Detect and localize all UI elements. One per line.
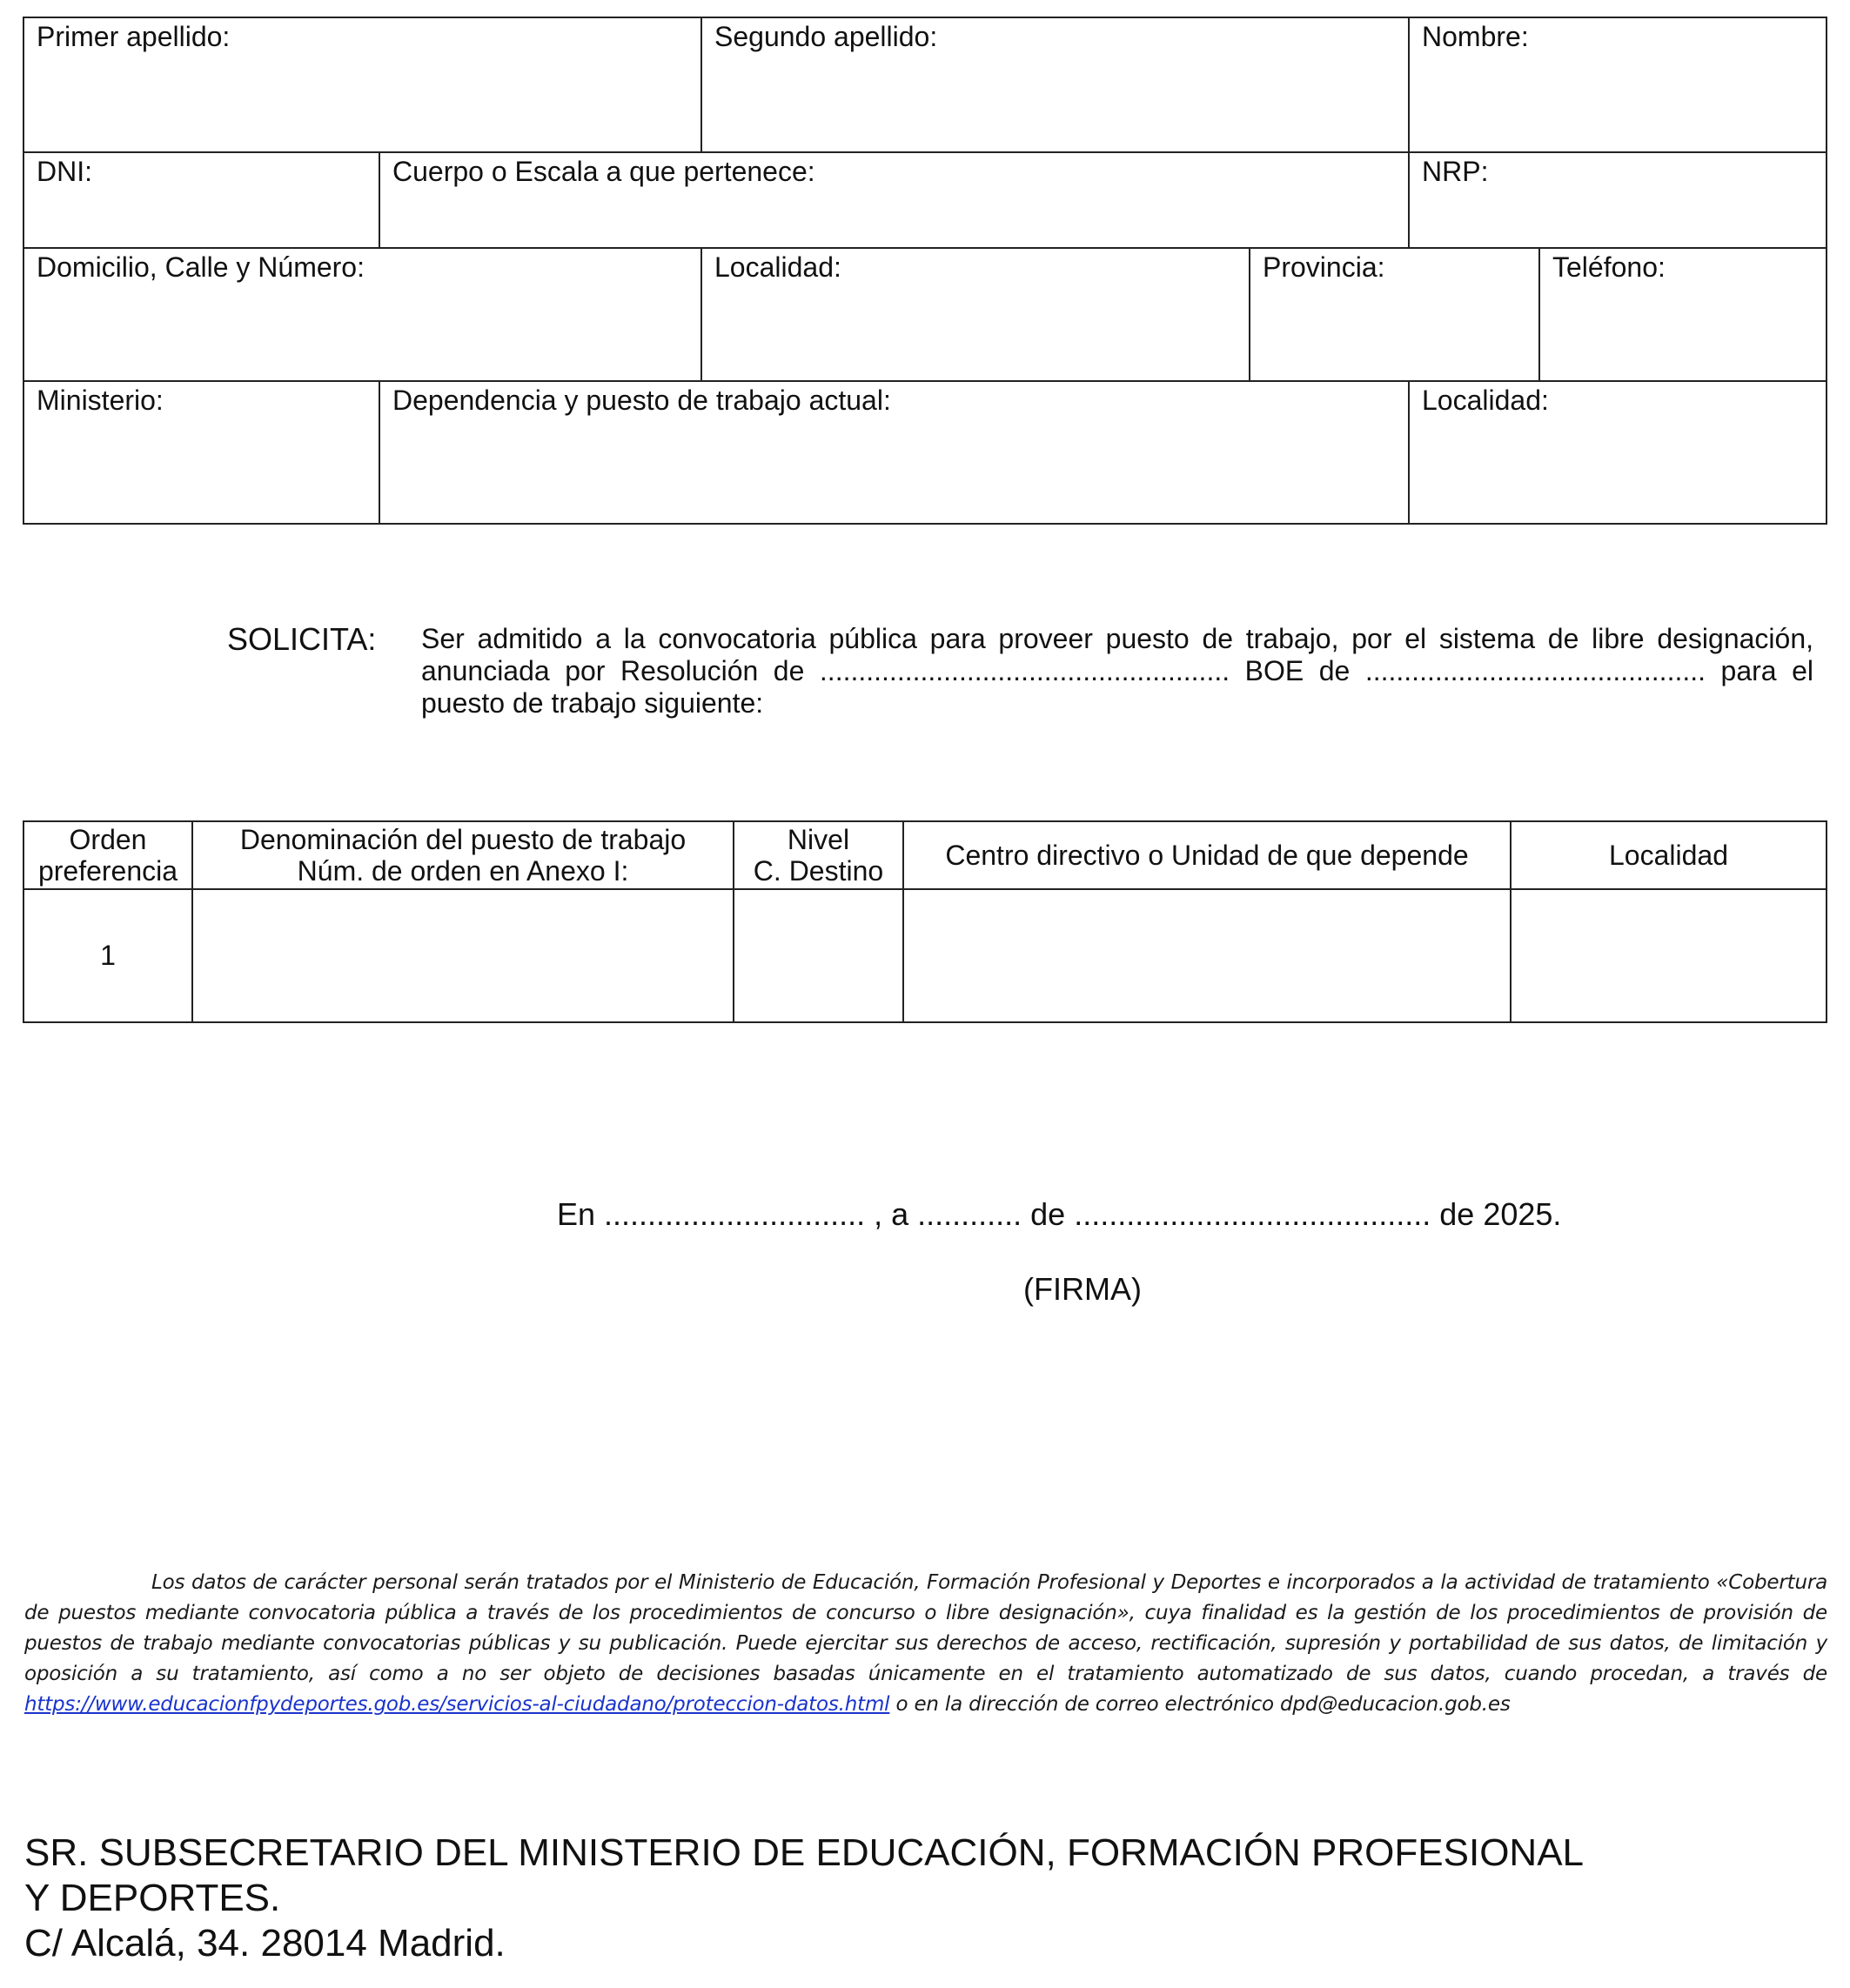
telefono-label: Teléfono:	[1552, 251, 1666, 283]
row-nivel-cell[interactable]	[734, 890, 902, 1021]
dni-label: DNI:	[37, 156, 92, 187]
cuerpo-field[interactable]	[379, 151, 1408, 247]
privacy-link[interactable]: https://www.educacionfpydeportes.gob.es/servicios-al-ciudadano/proteccion-datos.html	[24, 1693, 890, 1716]
addressee-block	[24, 1831, 1584, 1966]
provincia-label: Provincia:	[1263, 251, 1385, 283]
row-orden-cell: 1	[100, 940, 116, 971]
header-denominacion-line1: Denominación del puesto de trabajo	[239, 824, 687, 855]
header-centro-label: Centro directivo o Unidad de que depende	[945, 840, 1469, 871]
header-localidad-label: Localidad	[1609, 840, 1728, 871]
privacy-notice	[24, 1568, 1827, 1720]
nrp-field[interactable]	[1408, 151, 1826, 247]
dependencia-label: Dependencia y puesto de trabajo actual:	[392, 385, 891, 416]
dependencia-field[interactable]	[379, 380, 1408, 523]
privacy-text-tail: o en la dirección de correo electrónico dpd@educacion.gob.es	[895, 1693, 1511, 1716]
localidad-puesto-label: Localidad:	[1422, 385, 1549, 416]
solicita-text: Ser admitido a la convocatoria pública para proveer puesto de trabajo, por el sistema de libre designación, anunciada por Resolución de ..................................................... BOE de ............................................ para el puesto de trabajo siguiente:	[421, 623, 1813, 719]
row-centro-cell[interactable]	[904, 890, 1510, 1021]
localidad-domicilio-label: Localidad:	[714, 251, 841, 283]
ministerio-label: Ministerio:	[37, 385, 164, 416]
date-line: En .............................. , a ............ de ......................................... de 2025.	[557, 1196, 1562, 1232]
provincia-field[interactable]	[1249, 247, 1538, 380]
personal-data-grid	[23, 17, 1827, 525]
primer-apellido-field[interactable]	[24, 18, 700, 151]
header-centro	[904, 822, 1510, 888]
firma-label: (FIRMA)	[1023, 1271, 1142, 1307]
primer-apellido-label: Primer apellido:	[37, 21, 231, 52]
nrp-label: NRP:	[1422, 156, 1489, 187]
cuerpo-label: Cuerpo o Escala a que pertenece:	[392, 156, 815, 187]
localidad-puesto-field[interactable]	[1408, 380, 1826, 523]
addressee-line3: C/ Alcalá, 34. 28014 Madrid.	[24, 1922, 506, 1965]
header-nivel	[734, 822, 902, 888]
domicilio-label: Domicilio, Calle y Número:	[37, 251, 365, 283]
header-denominacion	[193, 822, 733, 888]
nombre-label: Nombre:	[1422, 21, 1529, 52]
header-nivel-line1: Nivel	[787, 824, 850, 855]
dni-field[interactable]	[24, 151, 379, 247]
header-orden	[24, 822, 191, 888]
domicilio-field[interactable]	[24, 247, 700, 380]
solicita-label: SOLICITA:	[227, 621, 377, 657]
header-nivel-line2: C. Destino	[753, 855, 884, 887]
segundo-apellido-field[interactable]	[700, 18, 1408, 151]
row-denominacion-cell[interactable]	[193, 890, 733, 1021]
telefono-field[interactable]	[1538, 247, 1826, 380]
addressee-line2: Y DEPORTES.	[24, 1877, 281, 1919]
row-localidad-cell[interactable]	[1512, 890, 1826, 1021]
ministerio-field[interactable]	[24, 380, 379, 523]
header-orden-line2: preferencia	[37, 855, 178, 887]
nombre-field[interactable]	[1408, 18, 1826, 151]
header-localidad	[1512, 822, 1826, 888]
localidad-domicilio-field[interactable]	[700, 247, 1249, 380]
privacy-text: Los datos de carácter personal serán tratados por el Ministerio de Educación, Formación Profesional y Deportes e incorporados a la actividad de tratamiento «Cobertura de puestos mediante convocatoria pública a través de los procedimientos de concurso o libre designación», cuya finalidad es la gestión de los procedimientos de provisión de puestos de trabajo mediante convocatorias públicas y su publicación. Puede ejercitar sus derechos de acceso, rectificación, supresión y portabilidad de sus datos, de limitación y oposición a su tratamiento, así como a no ser objeto de decisiones basadas únicamente en el tratamiento automatizado de sus datos, cuando procedan, a través de	[24, 1571, 1827, 1685]
addressee-line1: SR. SUBSECRETARIO DEL MINISTERIO DE EDUCACIÓN, FORMACIÓN PROFESIONAL	[24, 1831, 1585, 1874]
header-denominacion-line2: Núm. de orden en Anexo I:	[297, 855, 629, 887]
segundo-apellido-label: Segundo apellido:	[714, 21, 938, 52]
header-orden-line1: Orden	[69, 824, 147, 855]
preferences-table	[23, 820, 1827, 1023]
